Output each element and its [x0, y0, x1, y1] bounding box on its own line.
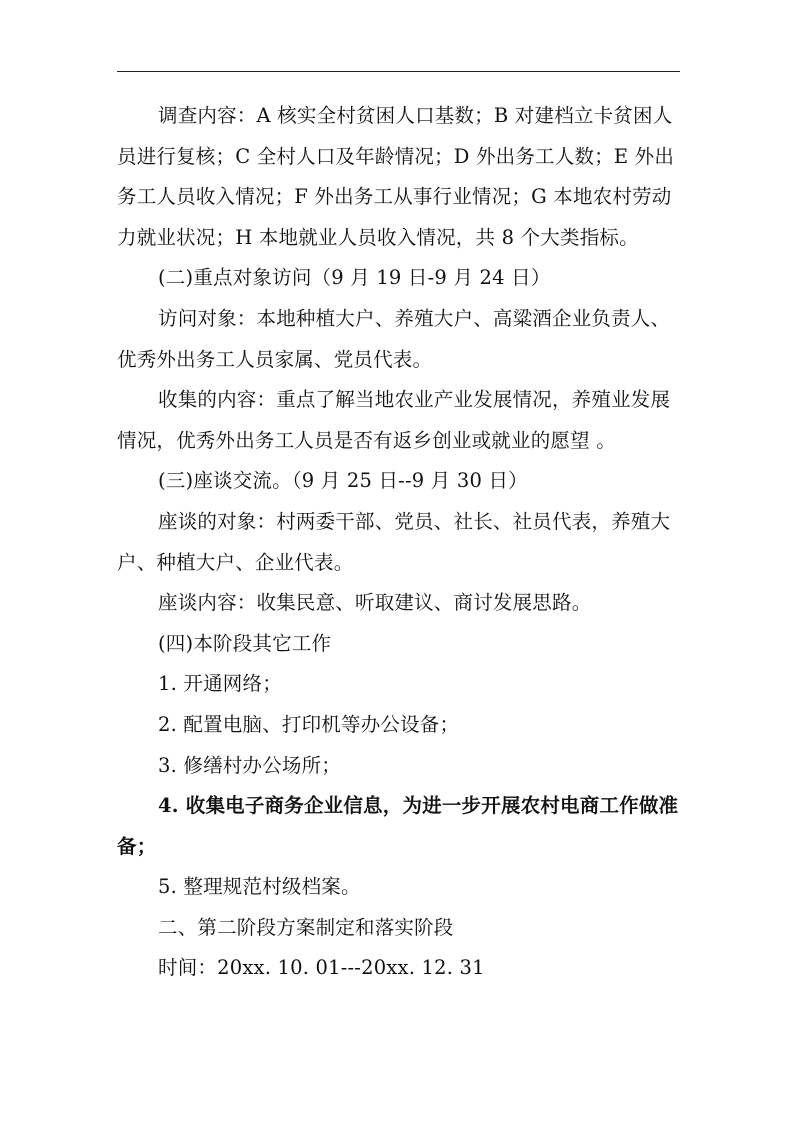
- stage-two-time: 时间：20xx. 10. 01---20xx. 12. 31: [158, 956, 485, 980]
- list-item-office-equipment: 2. 配置电脑、打印机等办公设备；: [158, 712, 460, 736]
- key-visit-heading: (二)重点对象访问（9 月 19 日-9 月 24 日）: [158, 266, 551, 290]
- symposium-content-paragraph: 座谈内容：收集民意、听取建议、商讨发展思路。: [158, 591, 592, 615]
- list-item-ecommerce-info: 4. 收集电子商务企业信息，为进一步开展农村电商工作做准备；: [117, 794, 679, 858]
- other-work-heading: (四)本阶段其它工作: [158, 631, 332, 655]
- list-item-network: 1. 开通网络；: [158, 672, 282, 696]
- stage-two-heading: 二、第二阶段方案制定和落实阶段: [158, 915, 454, 939]
- symposium-heading: (三)座谈交流。（9 月 25 日--9 月 30 日）: [158, 469, 528, 493]
- symposium-objects-paragraph: 座谈的对象：村两委干部、党员、社长、社员代表，养殖大户、种植大户、企业代表。: [117, 509, 671, 574]
- document-body: [117, 96, 680, 989]
- header-rule: [117, 71, 680, 72]
- list-item-office-repair: 3. 修缮村办公场所；: [158, 753, 342, 777]
- visit-objects-paragraph: 访问对象：本地种植大户、养殖大户、高粱酒企业负责人、优秀外出务工人员家属、党员代表。: [117, 306, 671, 371]
- survey-content-paragraph: 调查内容：A 核实全村贫困人口基数；B 对建档立卡贫困人员进行复核；C 全村人口及年龄情况；D 外出务工人数；E 外出务工人员收入情况；F 外出务工从事行业情况；G 本地农村劳动力就业状况；H 本地就业人员收入情况，共 8 个大类指标。: [117, 104, 675, 249]
- list-item-archives: 5. 整理规范村级档案。: [158, 875, 361, 899]
- collection-content-paragraph: 收集的内容：重点了解当地农业产业发展情况，养殖业发展情况，优秀外出务工人员是否有返乡创业或就业的愿望 。: [117, 388, 671, 452]
